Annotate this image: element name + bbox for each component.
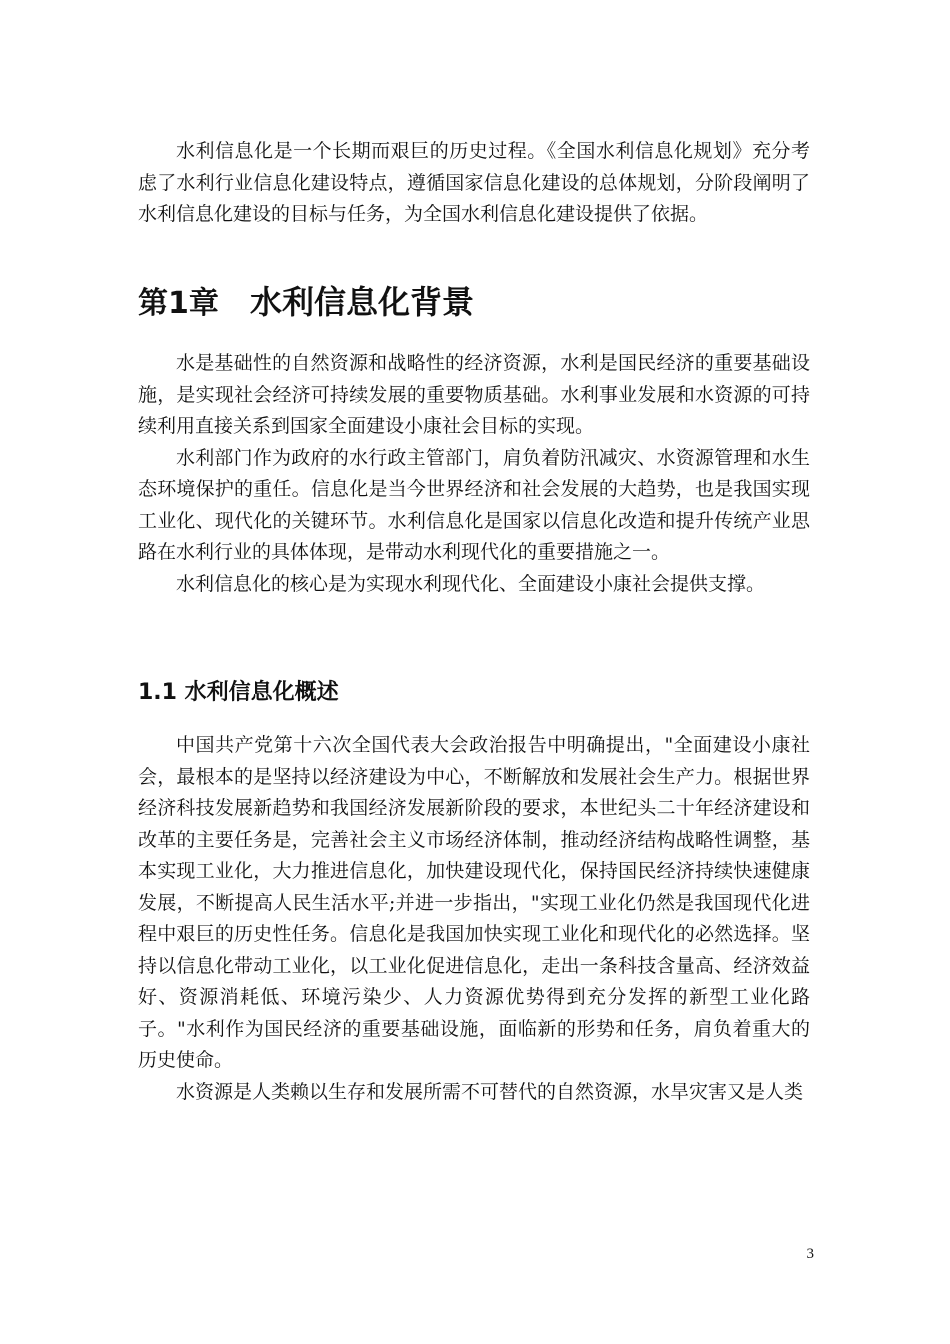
chapter-body [138, 348, 810, 600]
section-heading [138, 676, 818, 710]
chapter-number: 第1章 [138, 286, 219, 321]
page-number: 3 [806, 1246, 814, 1262]
paragraph: 水利部门作为政府的水行政主管部门，肩负着防汛减灾、水资源管理和水生态环境保护的重任。信息化是当今世界经济和社会发展的大趋势，也是我国实现工业化、现代化的关键环节。水利信息化是国家以信息化改造和提升传统产业思路在水利行业的具体体现，是带动水利现代化的重要措施之一。 [138, 446, 810, 563]
paragraph: 水利信息化的核心是为实现水利现代化、全面建设小康社会提供支撑。 [176, 572, 766, 595]
paragraph: 中国共产党第十六次全国代表大会政治报告中明确提出，"全面建设小康社会，最根本的是坚持以经济建设为中心，不断解放和发展社会生产力。根据世界经济科技发展新趋势和我国经济发展新阶段的要求，本世纪头二十年经济建设和改革的主要任务是，完善社会主义市场经济体制，推动经济结构战略性调整，基本实现工业化，大力推进信息化，加快建设现代化，保持国民经济持续快速健康发展，不断提高人民生活水平;并进一步指出，"实现工业化仍然是我国现代化进程中艰巨的历史性任务。信息化是我国加快实现工业化和现代化的必然选择。坚持以信息化带动工业化，以工业化促进信息化，走出一条科技含量高、经济效益好、资源消耗低、环境污染少、人力资源优势得到充分发挥的新型工业化路子。"水利作为国民经济的重要基础设施，面临新的形势和任务，肩负着重大的历史使命。 [138, 734, 810, 1071]
chapter-title: 水利信息化背景 [250, 283, 475, 321]
section-number: 1.1 [138, 680, 177, 705]
paragraph: 水是基础性的自然资源和战略性的经济资源，水利是国民经济的重要基础设施，是实现社会经济可持续发展的重要物质基础。水利事业发展和水资源的可持续利用直接关系到国家全面建设小康社会目标的实现。 [138, 352, 810, 437]
chapter-heading [138, 280, 818, 326]
intro-text [138, 136, 810, 231]
paragraph: 水资源是人类赖以生存和发展所需不可替代的自然资源，水旱灾害又是人类 [176, 1080, 804, 1103]
paragraph: 水利信息化是一个长期而艰巨的历史过程。《全国水利信息化规划》充分考虑了水利行业信息化建设特点，遵循国家信息化建设的总体规划，分阶段阐明了水利信息化建设的目标与任务，为全国水利信息化建设提供了依据。 [138, 140, 810, 225]
section-body [138, 730, 810, 1108]
section-title: 水利信息化概述 [184, 680, 339, 705]
